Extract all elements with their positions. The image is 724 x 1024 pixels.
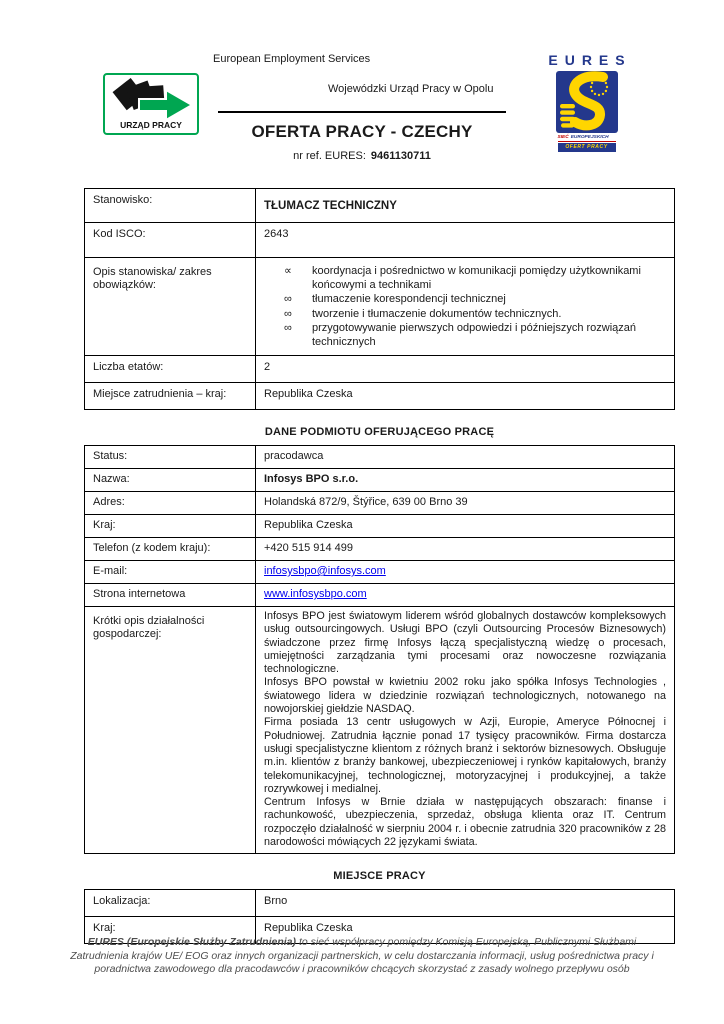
employer-label-kraj: Kraj: — [85, 515, 256, 538]
table-row — [85, 515, 675, 538]
bullet-icon: ∞ — [284, 293, 292, 305]
table-row — [85, 538, 675, 561]
employer-value-nazwa: Infosys BPO s.r.o. — [256, 469, 675, 492]
table-row — [85, 890, 675, 917]
job-value-miejsce: Republika Czeska — [256, 383, 675, 410]
workplace-value-lokalizacja: Brno — [256, 890, 675, 917]
eures-logo — [538, 52, 635, 152]
org-name: European Employment Services — [213, 53, 371, 65]
table-row — [85, 223, 675, 258]
bullet-icon: ∞ — [284, 322, 292, 334]
urzad-pracy-logo — [103, 73, 199, 135]
bullet-icon: ∝ — [284, 265, 292, 277]
reference-label: nr ref. EURES: — [293, 150, 366, 162]
employer-label-nazwa: Nazwa: — [85, 469, 256, 492]
employer-label-email: E-mail: — [85, 561, 256, 584]
employer-label-adres: Adres: — [85, 492, 256, 515]
eures-hand-icon — [556, 71, 618, 133]
employer-description — [256, 607, 675, 854]
table-row — [85, 258, 675, 356]
table-row — [85, 584, 675, 607]
table-row — [85, 383, 675, 410]
workplace-value-kraj: Republika Czeska — [256, 917, 675, 944]
duty-text: tworzenie i tłumaczenie dokumentów technicznych. — [312, 307, 562, 320]
job-label-opis: Opis stanowiska/ zakres obowiązków: — [85, 258, 256, 356]
eures-subtitle — [558, 135, 616, 142]
employer-label-www: Strona internetowa — [85, 584, 256, 607]
duty-text: tłumaczenie korespondencji technicznej — [312, 293, 506, 305]
job-label-etaty: Liczba etatów: — [85, 356, 256, 383]
table-row — [85, 189, 675, 223]
email-link[interactable]: infosysbpo@infosys.com — [264, 565, 386, 577]
bullet-icon: ∞ — [284, 307, 292, 320]
duties-list — [264, 263, 666, 349]
workplace-label-lokalizacja: Lokalizacja: — [85, 890, 256, 917]
table-row — [85, 607, 675, 854]
table-row — [85, 561, 675, 584]
reference-line — [218, 150, 506, 162]
job-label-miejsce: Miejsce zatrudnienia – kraj: — [85, 383, 256, 410]
workplace-label-kraj: Kraj: — [85, 917, 256, 944]
list-item — [264, 322, 666, 349]
urzad-pracy-logo-graphic — [105, 75, 197, 133]
list-item — [264, 308, 666, 322]
eures-banner: OFERT PRACY — [558, 143, 616, 152]
eures-subtitle-red: SIEĆ — [557, 135, 569, 140]
employer-value-telefon: +420 515 914 499 — [256, 538, 675, 561]
job-table — [84, 188, 675, 410]
employer-section-heading: DANE PODMIOTU OFERUJĄCEGO PRACĘ — [264, 426, 495, 438]
employer-label-status: Status: — [85, 446, 256, 469]
employer-label-telefon: Telefon (z kodem kraju): — [85, 538, 256, 561]
description-paragraph: Infosys BPO jest światowym liderem wśród globalnych dostawców kompleksowych usług outsourcingowych. Usługi BPO (czyli Outsourcing Procesów Biznesowych) świadczone przez firmę Infosys łączą specjalistyczną wiedzę o procesach, umiejętności zarządzania tymi procesami oraz nowoczesne rozwiązania technologiczne. — [264, 610, 666, 676]
job-label-stanowisko: Stanowisko: — [85, 189, 256, 223]
employer-value-kraj: Republika Czeska — [256, 515, 675, 538]
page-title: OFERTA PRACY - CZECHY — [251, 122, 473, 141]
urzad-pracy-caption: URZĄD PRACY — [120, 120, 182, 130]
reference-number: 9461130711 — [370, 150, 431, 162]
table-row — [85, 492, 675, 515]
header-rule — [218, 111, 506, 113]
job-value-kod-isco: 2643 — [256, 223, 675, 258]
table-row — [85, 469, 675, 492]
description-paragraph: Centrum Infosys w Brnie działa w następujących obszarach: finanse i rachunkowość, ubezpieczenia, sprzedaż, obsługa klienta oraz IT. Centrum rozpoczęło działalność w sierpniu 2004 r. i obecnie zatrudnia 320 pracowników z 28 narodowości mówiących 22 językami świata. — [264, 796, 666, 849]
website-link[interactable]: www.infosysbpo.com — [264, 588, 367, 600]
eures-subtitle-blue: EUROPEJSKICH — [570, 135, 609, 140]
employer-table — [84, 445, 675, 854]
list-item — [264, 265, 666, 292]
document-body — [84, 188, 675, 944]
table-row — [85, 356, 675, 383]
footer-lead: EURES (Europejskie Służby Zatrudnienia) — [87, 936, 297, 948]
description-paragraph: Infosys BPO powstał w kwietniu 2002 roku jako spółka Infosys Technologies , światowego lidera w dziedzinie rozwiązań technologicznych, notowanego na nowojorskiej giełdzie NASDAQ. — [264, 676, 666, 716]
job-value-etaty: 2 — [256, 356, 675, 383]
workplace-section-heading: MIEJSCE PRACY — [333, 870, 426, 883]
job-value-stanowisko: TŁUMACZ TECHNICZNY — [256, 189, 675, 223]
description-paragraph: Firma posiada 13 centr usługowych w Azji, Europie, Ameryce Północnej i Południowej. Zatrudnia łącznie ponad 17 tysięcy pracowników. Firma dostarcza usługi specjalistyczne klientom z różnych branż i sektorów biznesowych. Obsługuje m.in. klientów z branży bankowej, ubezpieczeniowej i rynków kapitałowych, branży telekomunikacyjnej, technologicznej, motoryzacyjnej i produkcyjnej, a także rozrywkowej i medialnej. — [264, 716, 666, 795]
footer-text: to sieć współpracy pomiędzy Komisją Europejską, Publicznymi Służbami Zatrudnienia krajów UE/ EOG oraz innych organizacji partnerskich, w celu dostarczania informacji, usług pośrednictwa pracy i poradnictwa zawodowego dla pracodawców i pracowników chcących skorzystać z zasady wolnego przepływu osób — [70, 936, 654, 975]
duty-text: przygotowywanie pierwszych odpowiedzi i późniejszych rozwiązań technicznych — [312, 322, 637, 348]
office-name: Wojewódzki Urząd Pracy w Opolu — [328, 83, 494, 95]
employer-value-adres: Holandská 872/9, Štýřice, 639 00 Brno 39 — [256, 492, 675, 515]
employer-label-opis: Krótki opis działalności gospodarczej: — [85, 607, 256, 854]
job-label-kod-isco: Kod ISCO: — [85, 223, 256, 258]
employer-value-status: pracodawca — [256, 446, 675, 469]
table-row — [85, 446, 675, 469]
job-value-opis — [256, 258, 675, 356]
duty-text: koordynacja i pośrednictwo w komunikacji pomiędzy użytkownikami końcowymi a technikami — [312, 265, 641, 291]
eures-wordmark: EURES — [548, 52, 632, 68]
list-item — [264, 293, 666, 307]
footer-note — [59, 936, 665, 977]
